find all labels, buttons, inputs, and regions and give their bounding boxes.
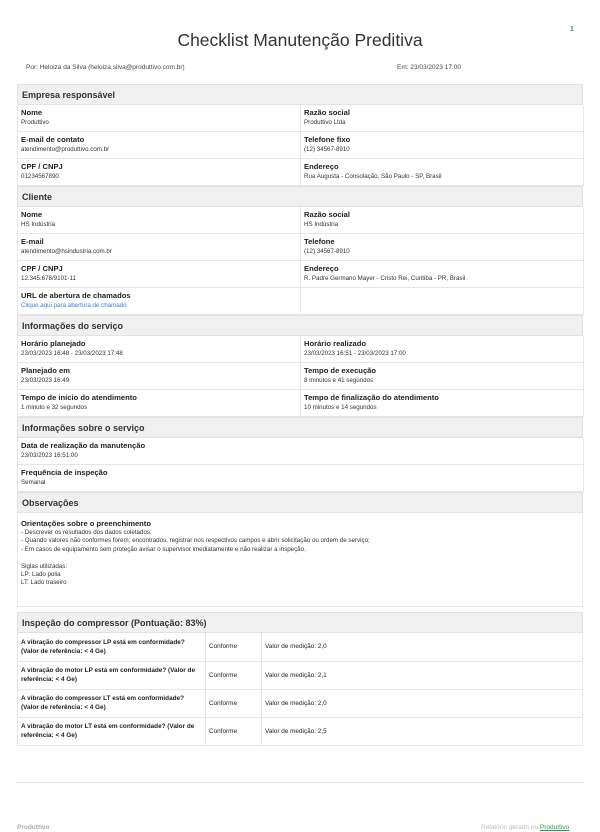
question-cell: A vibração do compressor LT está em conformidade? (Valor de referência: < 4 Ge) — [18, 689, 206, 717]
field-value: R. Padre Germano Mayer - Cristo Rei, Curitiba - PR, Brasil — [304, 275, 466, 282]
field-value: 8 minutos e 41 segundos — [304, 377, 374, 384]
field-value: 1 minuto e 32 segundos — [21, 404, 88, 411]
field-label: Tempo de execução — [304, 366, 377, 375]
section-empresa-fields — [17, 105, 583, 186]
field-cliente-endereco — [301, 261, 584, 288]
field-label: Horário realizado — [304, 339, 367, 348]
table-row — [18, 689, 583, 717]
field-planejado-em — [18, 363, 301, 390]
field-empresa-email — [18, 132, 301, 159]
section-sobre-servico-heading: Informações sobre o serviço — [17, 417, 583, 438]
field-label: Data de realização da manutenção — [21, 441, 146, 450]
field-empresa-endereco — [301, 159, 584, 186]
footer-generated-by — [481, 824, 569, 831]
section-observacoes-heading: Observações — [17, 492, 583, 513]
observacoes-line: LP: Lado polia — [21, 571, 61, 579]
observacoes-line: Siglas utilizadas: — [21, 562, 68, 570]
field-label: URL de abertura de chamados — [21, 291, 131, 300]
field-value: atendimento@hsindustria.com.br — [21, 248, 112, 255]
date-line: Em: 23/03/2023 17:00 — [397, 64, 461, 71]
field-value: 01234567890 — [21, 173, 59, 180]
field-value: Rua Augusta - Consolação, São Paulo - SP, Brasil — [304, 173, 442, 180]
footer-divider — [17, 782, 583, 783]
field-label: CPF / CNPJ — [21, 264, 63, 273]
section-cliente-heading: Cliente — [17, 186, 583, 207]
field-horario-planejado — [18, 336, 301, 363]
field-label: Tempo de finalização do atendimento — [304, 393, 439, 402]
status-cell: Conforme — [206, 661, 262, 689]
field-data-realizacao — [18, 438, 584, 465]
field-tempo-execucao — [301, 363, 584, 390]
status-cell: Conforme — [206, 689, 262, 717]
field-label: Telefone — [304, 237, 335, 246]
empty-cell — [301, 288, 584, 315]
question-cell: A vibração do motor LT está em conformidade? (Valor de referência: < 4 Ge) — [18, 717, 206, 745]
measurement-cell: Valor de medição: 2,0 — [262, 689, 583, 717]
field-frequencia-inspecao — [18, 465, 584, 492]
report-title: Checklist Manutenção Preditiva — [177, 30, 423, 50]
field-label: Razão social — [304, 210, 351, 219]
table-row — [18, 633, 583, 661]
observacoes-box — [17, 513, 583, 607]
question-cell: A vibração do motor LP está em conformidade? (Valor de referência: < 4 Ge) — [18, 661, 206, 689]
field-cliente-url-chamados — [18, 288, 301, 315]
field-value: 23/03/2023 16:48 - 23/03/2023 17:48 — [21, 350, 123, 357]
field-value: Produttivo Ltda — [304, 119, 346, 126]
footer-brand-link[interactable]: Produttivo — [539, 824, 570, 831]
observacoes-blank-line — [21, 554, 579, 562]
author-line: Por: Heloiza da Silva (heloiza.silva@produttivo.com.br) — [26, 64, 185, 71]
field-value: (12) 34567-8910 — [304, 146, 350, 153]
field-cliente-email — [18, 234, 301, 261]
section-empresa-heading: Empresa responsável — [17, 84, 583, 105]
field-cliente-razao-social — [301, 207, 584, 234]
table-row — [18, 661, 583, 689]
observacoes-line: - Descrever os resultados dos dados coletados; — [21, 529, 152, 536]
field-label: Tempo de início do atendimento — [21, 393, 137, 402]
field-label: CPF / CNPJ — [21, 162, 63, 171]
field-label: Telefone fixo — [304, 135, 351, 144]
field-cliente-telefone — [301, 234, 584, 261]
observacoes-line: - Em casos de equipamento sem proteção avisar o supervisor imediatamente e não realizar a inspeção. — [21, 545, 306, 553]
field-label: Planejado em — [21, 366, 70, 375]
observacoes-label: Orientações sobre o preenchimento — [21, 519, 151, 528]
footer-prefix: Relatório gerado no — [481, 824, 539, 831]
field-label: Endereço — [304, 264, 339, 273]
measurement-cell: Valor de medição: 2,1 — [262, 661, 583, 689]
section-inspecao-heading: Inspeção do compressor (Pontuação: 83%) — [17, 612, 583, 633]
footer-brand: Produttivo — [17, 824, 50, 831]
inspecao-table — [17, 633, 583, 746]
observacoes-line: LT: Lado traseiro — [21, 579, 67, 587]
field-label: Endereço — [304, 162, 339, 171]
question-cell: A vibração do compressor LP está em conformidade? (Valor de referência: < 4 Ge) — [18, 633, 206, 661]
field-tempo-inicio — [18, 390, 301, 417]
field-cliente-cpf-cnpj — [18, 261, 301, 288]
field-empresa-telefone — [301, 132, 584, 159]
status-cell: Conforme — [206, 633, 262, 661]
field-value: 12.345.678/9101-11 — [21, 275, 76, 282]
field-label: Nome — [21, 210, 43, 219]
field-value: (12) 34567-8910 — [304, 248, 350, 255]
field-value: Semanal — [21, 479, 46, 486]
status-cell: Conforme — [206, 717, 262, 745]
report-body — [17, 84, 583, 746]
field-label: Horário planejado — [21, 339, 86, 348]
field-label: Frequência de inspeção — [21, 468, 108, 477]
field-horario-realizado — [301, 336, 584, 363]
field-value: 23/03/2023 16:51 - 23/03/2023 17:00 — [304, 350, 406, 357]
field-label: E-mail — [21, 237, 44, 246]
field-value: HS Indústria — [304, 221, 339, 228]
section-cliente-fields — [17, 207, 583, 315]
field-tempo-finalizacao — [301, 390, 584, 417]
field-value: HS Indústria — [21, 221, 56, 228]
measurement-cell: Valor de medição: 2,0 — [262, 633, 583, 661]
field-label: E-mail de contato — [21, 135, 85, 144]
abertura-chamado-link[interactable]: Clique aqui para abertura de chamado — [21, 302, 127, 309]
field-empresa-razao-social — [301, 105, 584, 132]
observacoes-line: - Quando valores não conformes forem; encontrados, registrar nos respectivos campos e abrir solicitação ou ordem de serviço; — [21, 537, 370, 545]
field-label: Razão social — [304, 108, 351, 117]
field-value: 23/03/2023 16:51:00 — [21, 452, 78, 459]
page-number: 1 — [570, 26, 574, 33]
field-cliente-nome — [18, 207, 301, 234]
measurement-cell: Valor de medição: 2,5 — [262, 717, 583, 745]
field-empresa-nome — [18, 105, 301, 132]
section-servico-heading: Informações do serviço — [17, 315, 583, 336]
field-empresa-cpf-cnpj — [18, 159, 301, 186]
field-label: Nome — [21, 108, 43, 117]
section-servico-fields — [17, 336, 583, 417]
field-value: Produttivo — [21, 119, 49, 126]
table-row — [18, 717, 583, 745]
field-value: 23/03/2023 16:49 — [21, 377, 70, 384]
field-value: atendimento@produttivo.com.br — [21, 146, 110, 153]
field-value: 10 minutos e 14 segundos — [304, 404, 377, 411]
section-sobre-servico-fields — [17, 438, 583, 492]
